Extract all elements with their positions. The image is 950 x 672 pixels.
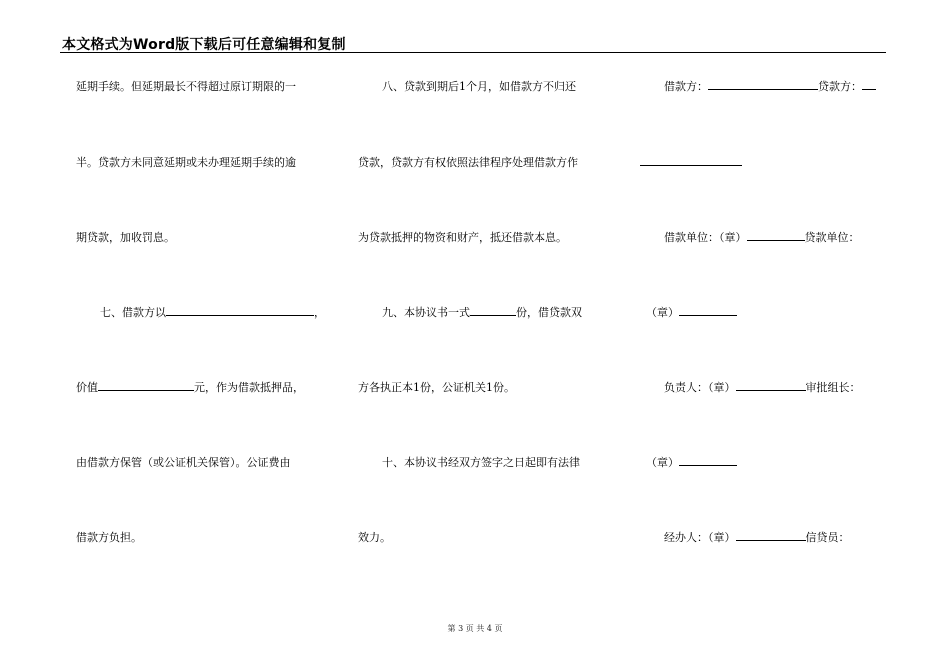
blank-underline — [640, 156, 742, 166]
blank-underline — [98, 381, 194, 391]
text-line-with-blank: 七、借款方以 ， — [100, 306, 325, 319]
blank-underline — [470, 306, 516, 316]
text-line: 为贷款抵押的物资和财产，抵还借款本息。 — [358, 231, 567, 244]
text-line: 延期手续。但延期最长不得超过原订期限的一 — [76, 80, 296, 93]
signature-line: 负责人：（章） 审批组长： — [664, 381, 861, 394]
text-line-with-blank: 九、本协议书一式 份，借贷款双 — [382, 306, 582, 319]
text-line: 借款方负担。 — [76, 531, 142, 544]
text-line: 由借款方保管（或公证机关保管）。公证费由 — [76, 456, 291, 469]
signature-line — [640, 156, 742, 170]
text-line: 十、本协议书经双方签字之日起即有法律 — [382, 456, 580, 469]
signature-line: （章） — [646, 306, 737, 320]
blank-underline — [679, 456, 737, 466]
document-header-title: 本文格式为Word版下载后可任意编辑和复制 — [62, 37, 346, 53]
text-line: 效力。 — [358, 531, 391, 544]
blank-underline — [166, 306, 314, 316]
header-divider — [60, 52, 886, 53]
text-line: 贷款，贷款方有权依照法律程序处理借款方作 — [358, 156, 578, 169]
blank-underline — [679, 306, 737, 316]
blank-underline — [862, 80, 876, 90]
text-line: 八、贷款到期后1个月，如借款方不归还 — [382, 80, 576, 93]
text-line: 半。贷款方未同意延期或未办理延期手续的逾 — [76, 156, 296, 169]
signature-line: 经办人：（章） 信贷员： — [664, 531, 850, 544]
signature-line: （章） — [646, 456, 737, 470]
signature-line: 借款方： 贷款方： — [664, 80, 876, 94]
blank-underline — [736, 381, 806, 391]
signature-line: 借款单位：（章） 贷款单位： — [664, 231, 860, 244]
page-number: 第 3 页 共 4 页 — [447, 624, 503, 633]
blank-underline — [747, 231, 805, 241]
text-line: 方各执正本1份，公证机关1份。 — [358, 381, 515, 394]
text-line-with-blank: 价值 元，作为借款抵押品， — [76, 381, 304, 394]
blank-underline — [708, 80, 818, 90]
blank-underline — [736, 531, 806, 541]
text-line: 期贷款，加收罚息。 — [76, 231, 175, 244]
